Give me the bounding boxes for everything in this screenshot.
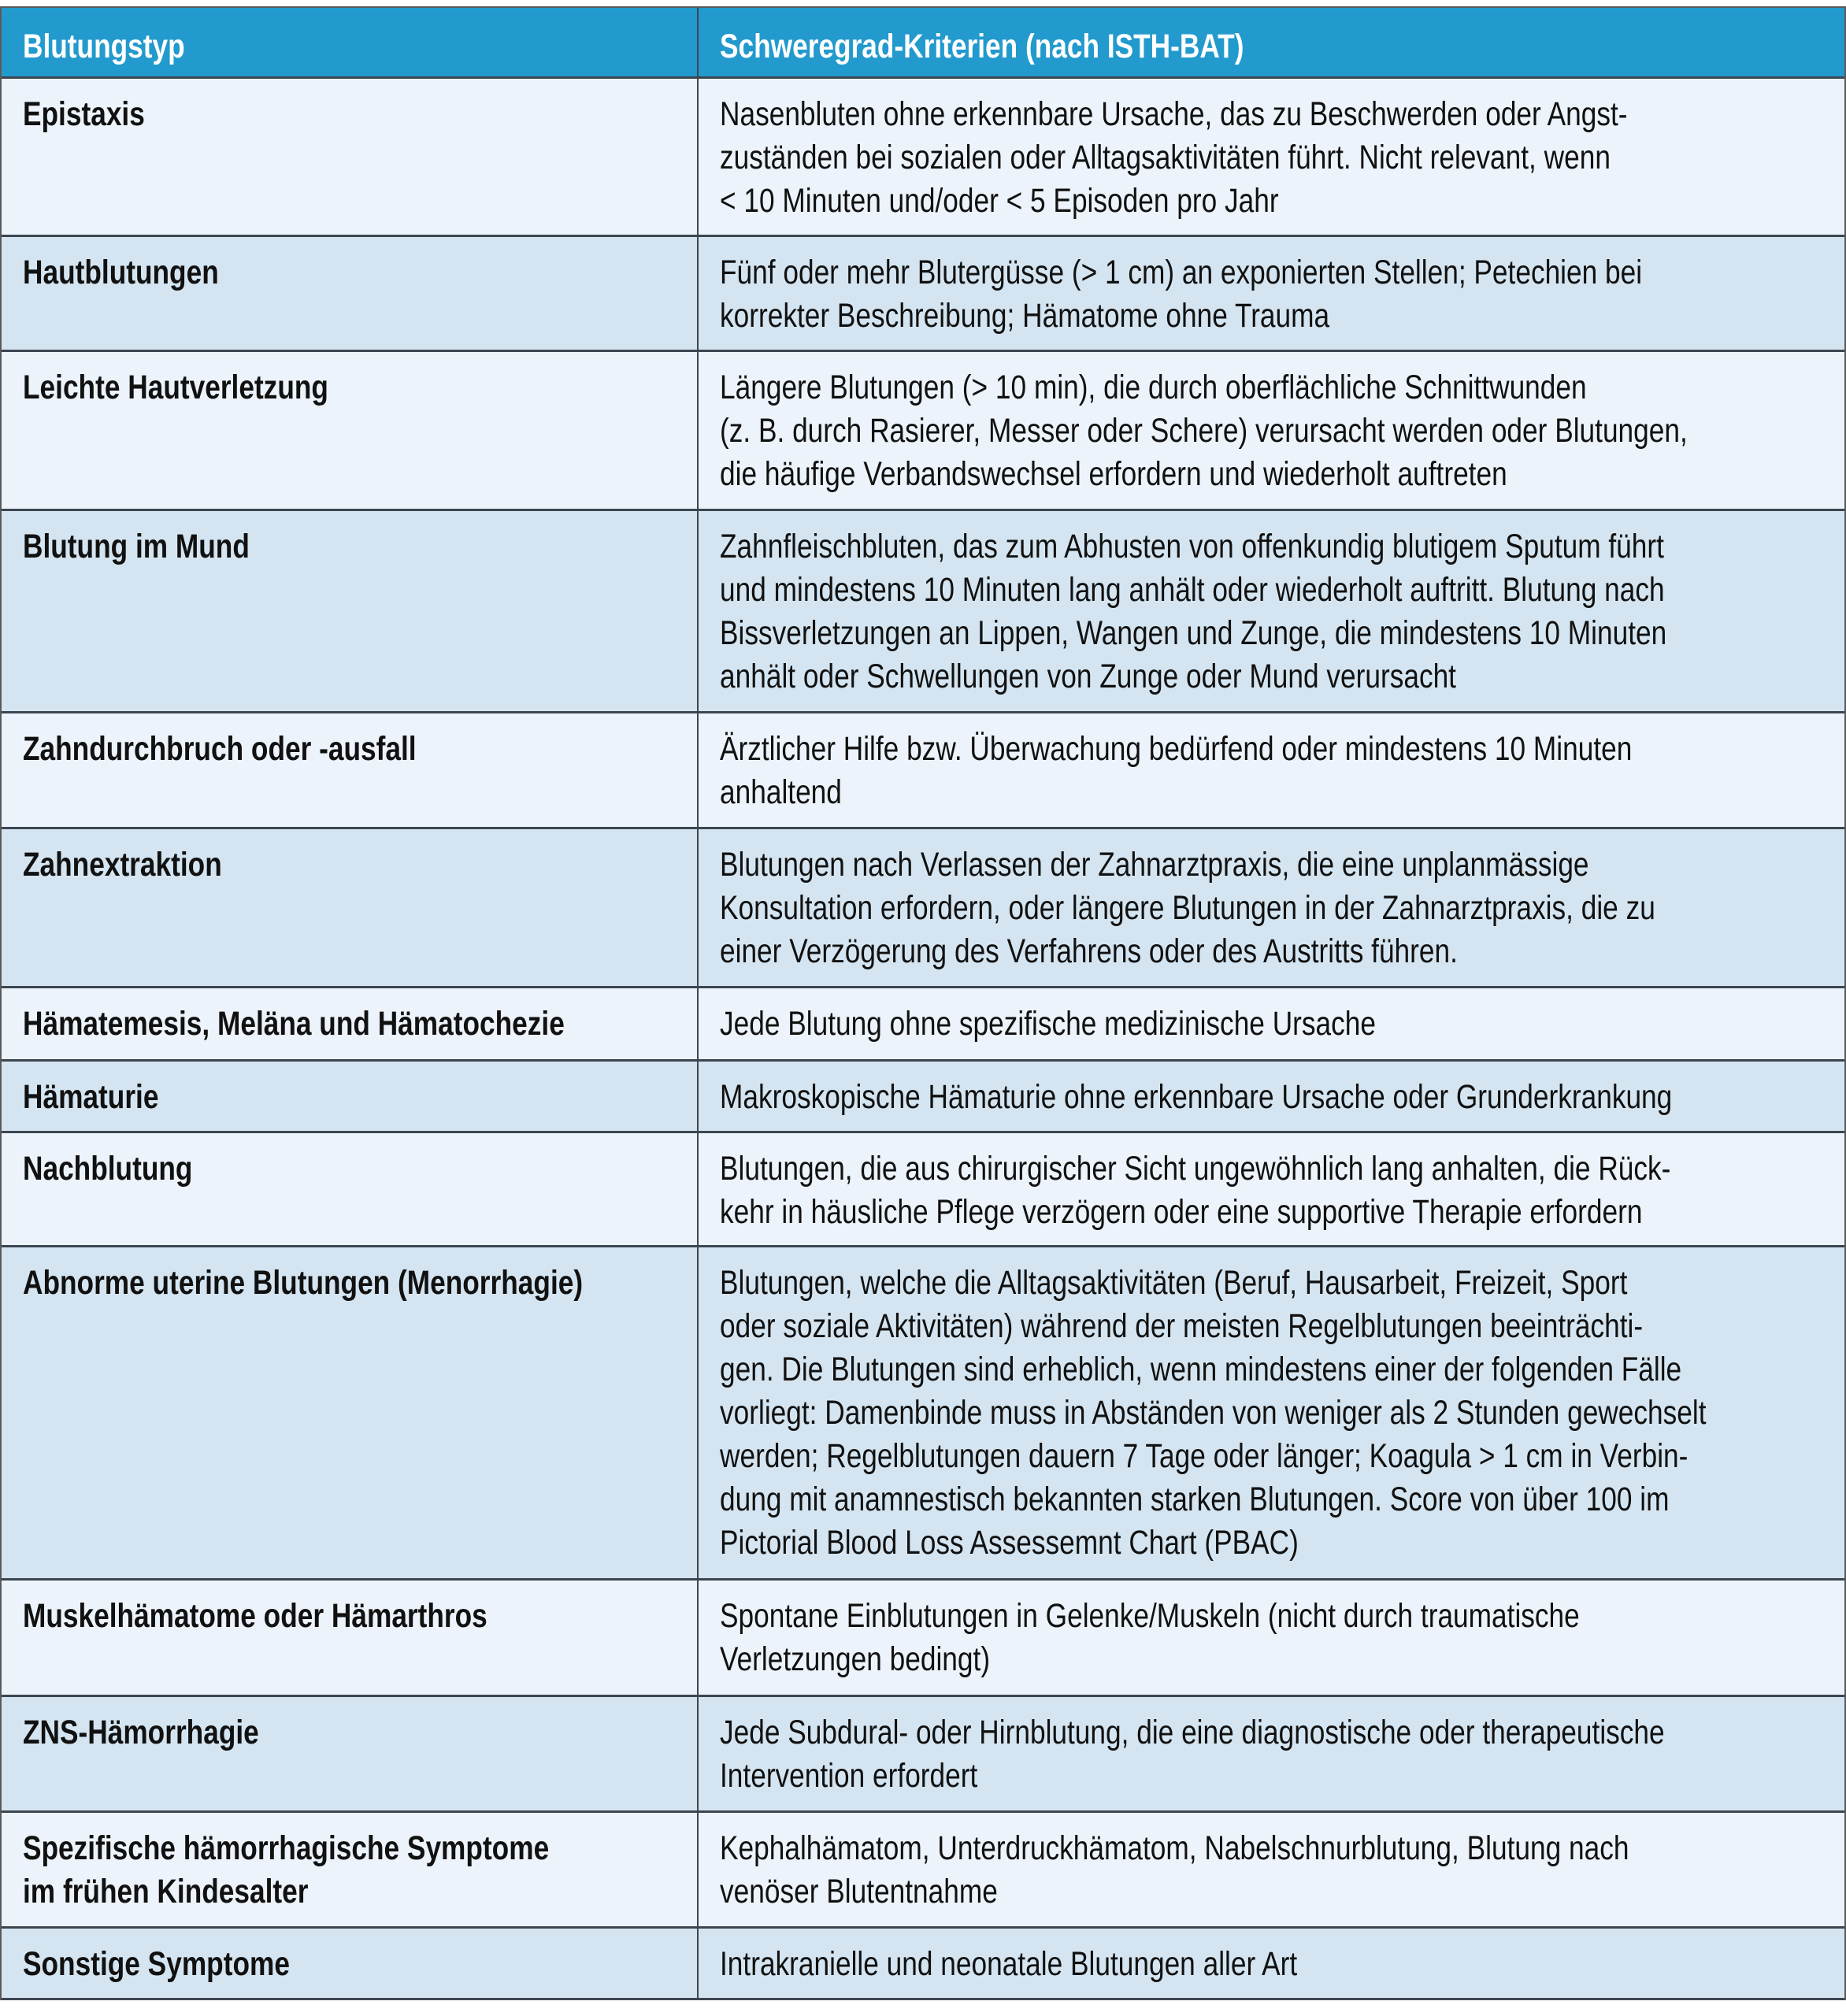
table-row bbox=[2, 237, 1844, 352]
bleeding-type: ZNS-Hämorrhagie bbox=[23, 1714, 259, 1751]
cell-criteria bbox=[699, 1581, 1844, 1695]
criteria-text: Fünf oder mehr Blutergüsse (> 1 cm) an exponierten Stellen; Petechien bei korrekter Beschreibung; Hämatome ohne Trauma bbox=[720, 254, 1643, 335]
bleeding-type: Muskelhämatome oder Hämarthros bbox=[23, 1597, 487, 1635]
criteria-text: Längere Blutungen (> 10 min), die durch oberflächliche Schnittwunden (z. B. durch Rasierer, Messer oder Schere) verursacht werden oder Blutungen, die häufige Verbandswechsel erfordern und wiederholt auftreten bbox=[720, 369, 1688, 493]
cell-type bbox=[2, 713, 699, 827]
criteria-text: Makroskopische Hämaturie ohne erkennbare Ursache oder Grunderkrankung bbox=[720, 1078, 1673, 1116]
table-row bbox=[2, 988, 1844, 1062]
table-row bbox=[2, 1581, 1844, 1697]
header-cell-type bbox=[2, 8, 699, 76]
cell-type bbox=[2, 988, 699, 1059]
bleeding-type: Hämaturie bbox=[23, 1078, 159, 1116]
header-label-type: Blutungstyp bbox=[23, 28, 185, 65]
cell-criteria bbox=[699, 511, 1844, 711]
table-row bbox=[2, 1062, 1844, 1133]
cell-criteria bbox=[699, 713, 1844, 827]
table-row bbox=[2, 1929, 1844, 2000]
criteria-text: Blutungen, welche die Alltagsaktivitäten (Beruf, Hausarbeit, Freizeit, Sport oder soziale Aktivitäten) während der meisten Regelblutungen beeinträchti- gen. Die Blutungen sind erheblich, wenn mindestens einer der folgenden Fälle vorliegt: Damenbinde muss in Abständen von weniger als 2 Stunden gewechselt werden; Regelblutungen dauern 7 Tage oder länger; Koagula > 1 cm in Verbin- dung mit anamnestisch bekannten starken Blutungen. Score von über 100 im Pictorial Blood Loss Assessemnt Chart (PBAC) bbox=[720, 1264, 1707, 1562]
table-row bbox=[2, 1133, 1844, 1247]
bleeding-type: Zahnextraktion bbox=[23, 846, 222, 884]
cell-criteria bbox=[699, 829, 1844, 986]
bleeding-type: Hautblutungen bbox=[23, 254, 219, 291]
cell-criteria bbox=[699, 1813, 1844, 1926]
table-row bbox=[2, 1247, 1844, 1581]
cell-type bbox=[2, 1133, 699, 1245]
bleeding-type: Nachblutung bbox=[23, 1150, 193, 1188]
bleeding-type: Blutung im Mund bbox=[23, 528, 250, 565]
criteria-text: Spontane Einblutungen in Gelenke/Muskeln (nicht durch traumatische Verletzungen bedingt) bbox=[720, 1597, 1580, 1678]
criteria-text: Jede Subdural- oder Hirnblutung, die eine diagnostische oder therapeutische Intervention erfordert bbox=[720, 1714, 1665, 1795]
criteria-text: Ärztlicher Hilfe bzw. Überwachung bedürfend oder mindestens 10 Minuten anhaltend bbox=[720, 730, 1633, 811]
cell-type bbox=[2, 1062, 699, 1131]
cell-type bbox=[2, 352, 699, 509]
cell-type bbox=[2, 237, 699, 350]
criteria-text: Blutungen, die aus chirurgischer Sicht ungewöhnlich lang anhalten, die Rück- kehr in häusliche Pflege verzögern oder eine supportive Therapie erfordern bbox=[720, 1150, 1671, 1231]
cell-criteria bbox=[699, 1929, 1844, 1998]
bleeding-type: Leichte Hautverletzung bbox=[23, 369, 328, 406]
cell-type bbox=[2, 79, 699, 235]
cell-type bbox=[2, 1929, 699, 1998]
cell-criteria bbox=[699, 1062, 1844, 1131]
table-row bbox=[2, 1697, 1844, 1813]
cell-type bbox=[2, 1581, 699, 1695]
bleeding-type: Zahndurchbruch oder -ausfall bbox=[23, 730, 417, 768]
table-row bbox=[2, 1813, 1844, 1929]
bleeding-type: Abnorme uterine Blutungen (Menorrhagie) bbox=[23, 1264, 584, 1302]
table-row bbox=[2, 829, 1844, 988]
table-header bbox=[2, 8, 1844, 79]
bleeding-type: Hämatemesis, Meläna und Hämatochezie bbox=[23, 1005, 565, 1043]
cell-criteria bbox=[699, 988, 1844, 1059]
table-row bbox=[2, 352, 1844, 511]
cell-criteria bbox=[699, 79, 1844, 235]
table-row bbox=[2, 511, 1844, 713]
criteria-text: Jede Blutung ohne spezifische medizinische Ursache bbox=[720, 1005, 1377, 1043]
cell-criteria bbox=[699, 1133, 1844, 1245]
cell-type bbox=[2, 511, 699, 711]
cell-type bbox=[2, 1813, 699, 1926]
bleeding-type: Epistaxis bbox=[23, 95, 145, 133]
criteria-text: Nasenbluten ohne erkennbare Ursache, das zu Beschwerden oder Angst- zuständen bei sozialen oder Alltagsaktivitäten führt. Nicht relevant, wenn < 10 Minuten und/oder < 5 Episoden pro Jahr bbox=[720, 95, 1628, 220]
cell-criteria bbox=[699, 237, 1844, 350]
criteria-text: Blutungen nach Verlassen der Zahnarztpraxis, die eine unplanmässige Konsultation erfordern, oder längere Blutungen in der Zahnarztpraxis, die zu einer Verzögerung des Verfahrens oder des Austritts führen. bbox=[720, 846, 1655, 970]
bleeding-criteria-table bbox=[0, 6, 1846, 2000]
criteria-text: Intrakranielle und neonatale Blutungen aller Art bbox=[720, 1945, 1298, 1983]
bleeding-type: Spezifische hämorrhagische Symptome im frühen Kindesalter bbox=[23, 1829, 550, 1910]
criteria-text: Kephalhämatom, Unterdruckhämatom, Nabelschnurblutung, Blutung nach venöser Blutentnahme bbox=[720, 1829, 1629, 1910]
header-cell-criteria bbox=[699, 8, 1844, 76]
criteria-text: Zahnfleischbluten, das zum Abhusten von offenkundig blutigem Sputum führt und mindestens 10 Minuten lang anhält oder wiederholt auftritt. Blutung nach Bissverletzungen an Lippen, Wangen und Zunge, die mindestens 10 Minuten anhält oder Schwellungen von Zunge oder Mund verursacht bbox=[720, 528, 1667, 695]
cell-criteria bbox=[699, 1697, 1844, 1810]
cell-type bbox=[2, 1247, 699, 1578]
cell-criteria bbox=[699, 352, 1844, 509]
header-label-criteria: Schweregrad-Kriterien (nach ISTH-BAT) bbox=[720, 28, 1244, 65]
cell-type bbox=[2, 829, 699, 986]
cell-criteria bbox=[699, 1247, 1844, 1578]
table-row bbox=[2, 713, 1844, 829]
table-row bbox=[2, 79, 1844, 237]
cell-type bbox=[2, 1697, 699, 1810]
bleeding-type: Sonstige Symptome bbox=[23, 1945, 290, 1983]
